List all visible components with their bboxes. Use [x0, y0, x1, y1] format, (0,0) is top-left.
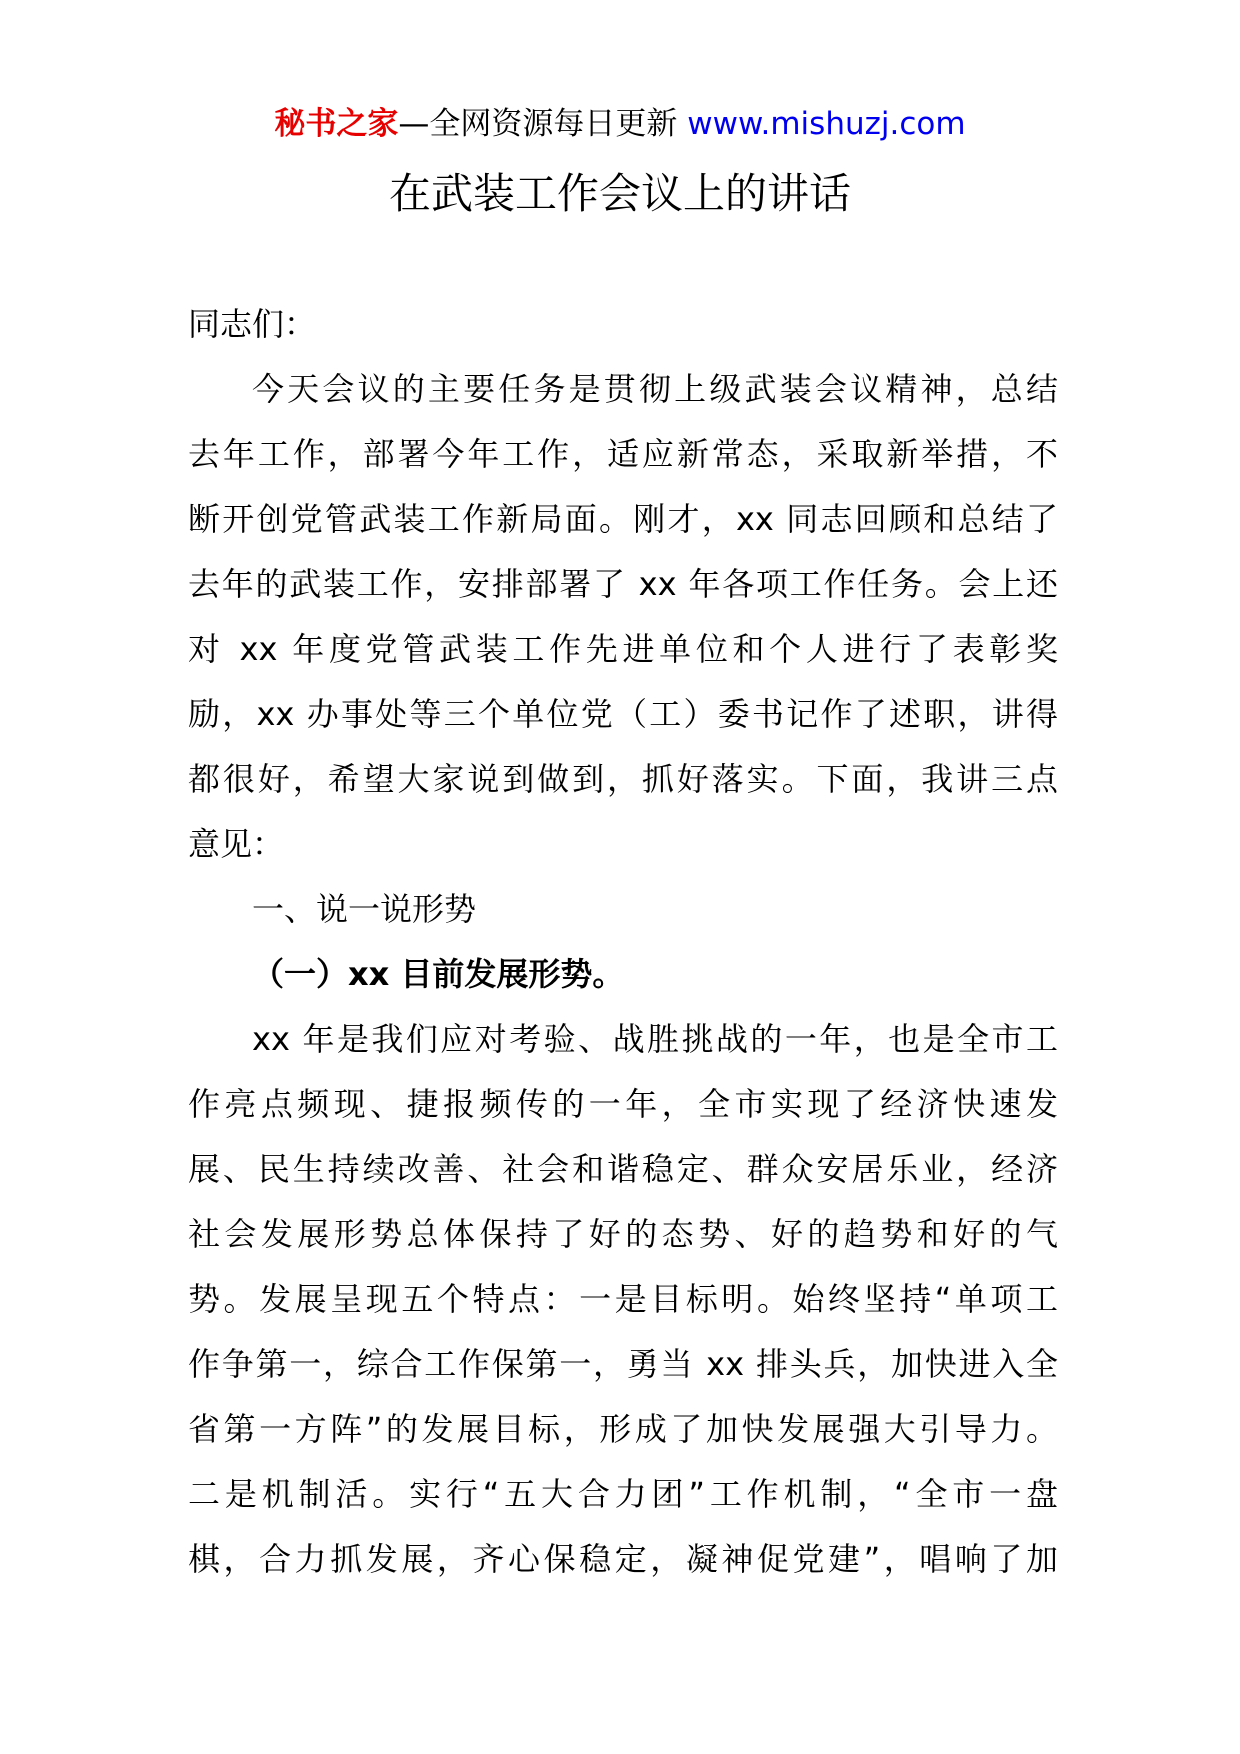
paragraph-line: 断开创党管武装工作新局面。刚才，xx 同志回顾和总结了: [188, 500, 1058, 538]
paragraph-line: 社会发展形势总体保持了好的态势、好的趋势和好的气: [188, 1215, 1058, 1253]
paragraph-line: 展、民生持续改善、社会和谐稳定、群众安居乐业，经济: [188, 1150, 1058, 1188]
document-title: 在武装工作会议上的讲话: [388, 169, 851, 218]
site-header: [0, 104, 1240, 144]
paragraph-line: 二是机制活。实行“五大合力团”工作机制，“全市一盘: [188, 1475, 1058, 1513]
paragraph-line: 省第一方阵”的发展目标，形成了加快发展强大引导力。: [188, 1410, 1058, 1448]
document-body: [188, 292, 1058, 1592]
paragraph-line: 今天会议的主要任务是贯彻上级武装会议精神，总结: [252, 370, 1058, 408]
section-heading: 一、说一说形势: [252, 890, 477, 928]
paragraph-line: 作争第一，综合工作保第一，勇当 xx 排头兵，加快进入全: [188, 1345, 1058, 1383]
paragraph-line: 棋，合力抓发展，齐心保稳定，凝神促党建”，唱响了加: [188, 1540, 1058, 1578]
paragraph-line: 势。发展呈现五个特点：一是目标明。始终坚持“单项工: [188, 1280, 1058, 1318]
salutation: 同志们：: [188, 305, 317, 343]
subsection-heading: （一）xx 目前发展形势。: [252, 955, 625, 993]
paragraph-line: 都很好，希望大家说到做到，抓好落实。下面，我讲三点: [188, 760, 1058, 798]
paragraph-line: 去年的武装工作，安排部署了 xx 年各项工作任务。会上还: [188, 565, 1058, 603]
paragraph-line: 作亮点频现、捷报频传的一年，全市实现了经济快速发: [188, 1085, 1058, 1123]
brand-name: 秘书之家: [274, 106, 399, 142]
header-tagline: —全网资源每日更新: [398, 106, 688, 142]
paragraph-line: 对 xx 年度党管武装工作先进单位和个人进行了表彰奖: [188, 630, 1058, 668]
paragraph-line: 励，xx 办事处等三个单位党（工）委书记作了述职，讲得: [188, 695, 1058, 733]
paragraph-line: 去年工作，部署今年工作，适应新常态，采取新举措，不: [188, 435, 1058, 473]
paragraph-line: 意见：: [188, 825, 285, 863]
site-url-link[interactable]: www.mishuzj.com: [687, 106, 966, 142]
paragraph-line: xx 年是我们应对考验、战胜挑战的一年，也是全市工: [252, 1020, 1058, 1058]
